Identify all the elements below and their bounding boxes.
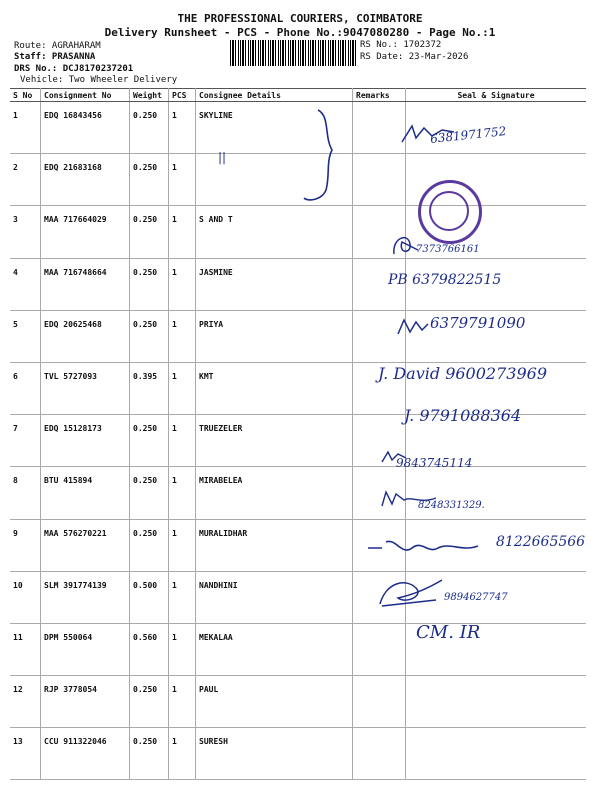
cell-consignee: MEKALAA: [196, 623, 353, 675]
cell-sno: 9: [10, 519, 41, 571]
cell-sno: 12: [10, 676, 41, 728]
cell-sno: 10: [10, 571, 41, 623]
cell-consignment: RJP 3778054: [41, 676, 130, 728]
cell-consignee: SKYLINE: [196, 102, 353, 154]
cell-consignee: MURALIDHAR: [196, 519, 353, 571]
signature-row8: J. 9791088364: [404, 406, 522, 425]
bracket-mark-icon: [300, 106, 340, 206]
cell-remarks: [353, 623, 406, 675]
cell-pcs: 1: [169, 728, 196, 780]
cell-remarks: [353, 728, 406, 780]
cell-consignee: JASMINE: [196, 258, 353, 310]
signature-row6-icon: [396, 316, 430, 338]
rs-date: RS Date: 23-Mar-2026: [360, 52, 469, 62]
cell-weight: 0.250: [130, 206, 169, 258]
runsheet-table: [10, 88, 586, 780]
cell-consignee: NANDHINI: [196, 571, 353, 623]
cell-consignee: PAUL: [196, 676, 353, 728]
cell-pcs: 1: [169, 258, 196, 310]
row2-mark: ||: [218, 150, 227, 164]
cell-consignment: MAA 717664029: [41, 206, 130, 258]
cell-consignment: SLM 391774139: [41, 571, 130, 623]
cell-sno: 6: [10, 362, 41, 414]
cell-consignment: EDQ 16843456: [41, 102, 130, 154]
runsheet-subtitle: Delivery Runsheet - PCS - Phone No.:9047080280 - Page No.:1: [104, 26, 496, 39]
signature-row12: 9894627747: [444, 592, 508, 603]
cell-pcs: 1: [169, 206, 196, 258]
cell-sno: 11: [10, 623, 41, 675]
signature-row12-icon: [376, 574, 446, 610]
cell-sno: 2: [10, 154, 41, 206]
signature-row6: 6379791090: [430, 314, 526, 332]
cell-pcs: 1: [169, 676, 196, 728]
table-row: [10, 154, 586, 206]
cell-sno: 13: [10, 728, 41, 780]
cell-weight: 0.250: [130, 415, 169, 467]
col-sno: S No: [10, 89, 41, 102]
cell-pcs: 1: [169, 362, 196, 414]
cell-consignee: PRIYA: [196, 310, 353, 362]
cell-pcs: 1: [169, 310, 196, 362]
cell-weight: 0.250: [130, 258, 169, 310]
cell-weight: 0.250: [130, 310, 169, 362]
cell-pcs: 1: [169, 519, 196, 571]
cell-pcs: 1: [169, 623, 196, 675]
cell-consignee: SURESH: [196, 728, 353, 780]
table-row: [10, 728, 586, 780]
cell-weight: 0.395: [130, 362, 169, 414]
cell-sno: 5: [10, 310, 41, 362]
cell-weight: 0.250: [130, 519, 169, 571]
signature-row7: J. David 9600273969: [378, 364, 547, 383]
barcode-icon: [230, 40, 356, 66]
cell-consignment: MAA 576270221: [41, 519, 130, 571]
cell-consignment: TVL 5727093: [41, 362, 130, 414]
cell-consignment: EDQ 20625468: [41, 310, 130, 362]
signature-row1: 6381971752: [429, 124, 507, 146]
cell-weight: 0.500: [130, 571, 169, 623]
cell-pcs: 1: [169, 102, 196, 154]
signature-row10: 8248331329.: [418, 500, 485, 511]
cell-weight: 0.250: [130, 676, 169, 728]
cell-consignment: DPM 550064: [41, 623, 130, 675]
col-weight: Weight: [130, 89, 169, 102]
cell-consignment: MAA 716748664: [41, 258, 130, 310]
cell-consignee: KMT: [196, 362, 353, 414]
table-header-row: [10, 89, 586, 102]
cell-sno: 1: [10, 102, 41, 154]
cell-consignment: BTU 415894: [41, 467, 130, 519]
rs-number: RS No.: 1702372: [360, 40, 442, 50]
cell-consignee: MIRABELEA: [196, 467, 353, 519]
cell-consignment: EDQ 15128173: [41, 415, 130, 467]
cell-remarks: [353, 154, 406, 206]
cell-weight: 0.250: [130, 154, 169, 206]
table-row: [10, 623, 586, 675]
cell-consignment: CCU 911322046: [41, 728, 130, 780]
cell-pcs: 1: [169, 415, 196, 467]
cell-pcs: 1: [169, 154, 196, 206]
signature-row4: 7373766161: [416, 244, 480, 255]
cell-consignment: EDQ 21683168: [41, 154, 130, 206]
vehicle-label: Vehicle: Two Wheeler Delivery: [20, 75, 178, 85]
cell-remarks: [353, 676, 406, 728]
cell-signature: [406, 728, 587, 780]
cell-signature: [406, 676, 587, 728]
cell-weight: 0.250: [130, 467, 169, 519]
table-row: [10, 206, 586, 258]
cell-weight: 0.560: [130, 623, 169, 675]
cell-consignee: TRUEZELER: [196, 415, 353, 467]
drs-number: DRS No.: DCJ8170237201: [14, 64, 134, 74]
table-row: [10, 467, 586, 519]
cell-sno: 3: [10, 206, 41, 258]
cell-consignee: S AND T: [196, 206, 353, 258]
col-consignment: Consignment No: [41, 89, 130, 102]
table-row: [10, 676, 586, 728]
col-signature: Seal & Signature: [406, 89, 587, 102]
signature-row11-icon: [366, 536, 486, 560]
signature-row9: 9843745114: [396, 456, 473, 470]
col-consignee: Consignee Details: [196, 89, 353, 102]
company-title: THE PROFESSIONAL COURIERS, COIMBATORE: [177, 12, 423, 25]
route-label: Route: AGRAHARAM: [14, 41, 101, 51]
cell-weight: 0.250: [130, 728, 169, 780]
cell-weight: 0.250: [130, 102, 169, 154]
signature-row5: PB 6379822515: [388, 272, 502, 288]
staff-label: Staff: PRASANNA: [14, 52, 96, 62]
signature-row13: CM. IR: [416, 622, 481, 643]
col-remarks: Remarks: [353, 89, 406, 102]
cell-pcs: 1: [169, 467, 196, 519]
cell-sno: 7: [10, 415, 41, 467]
col-pcs: PCS: [169, 89, 196, 102]
signature-row11: 8122665566: [496, 534, 586, 550]
cell-sno: 8: [10, 467, 41, 519]
cell-sno: 4: [10, 258, 41, 310]
cell-pcs: 1: [169, 571, 196, 623]
